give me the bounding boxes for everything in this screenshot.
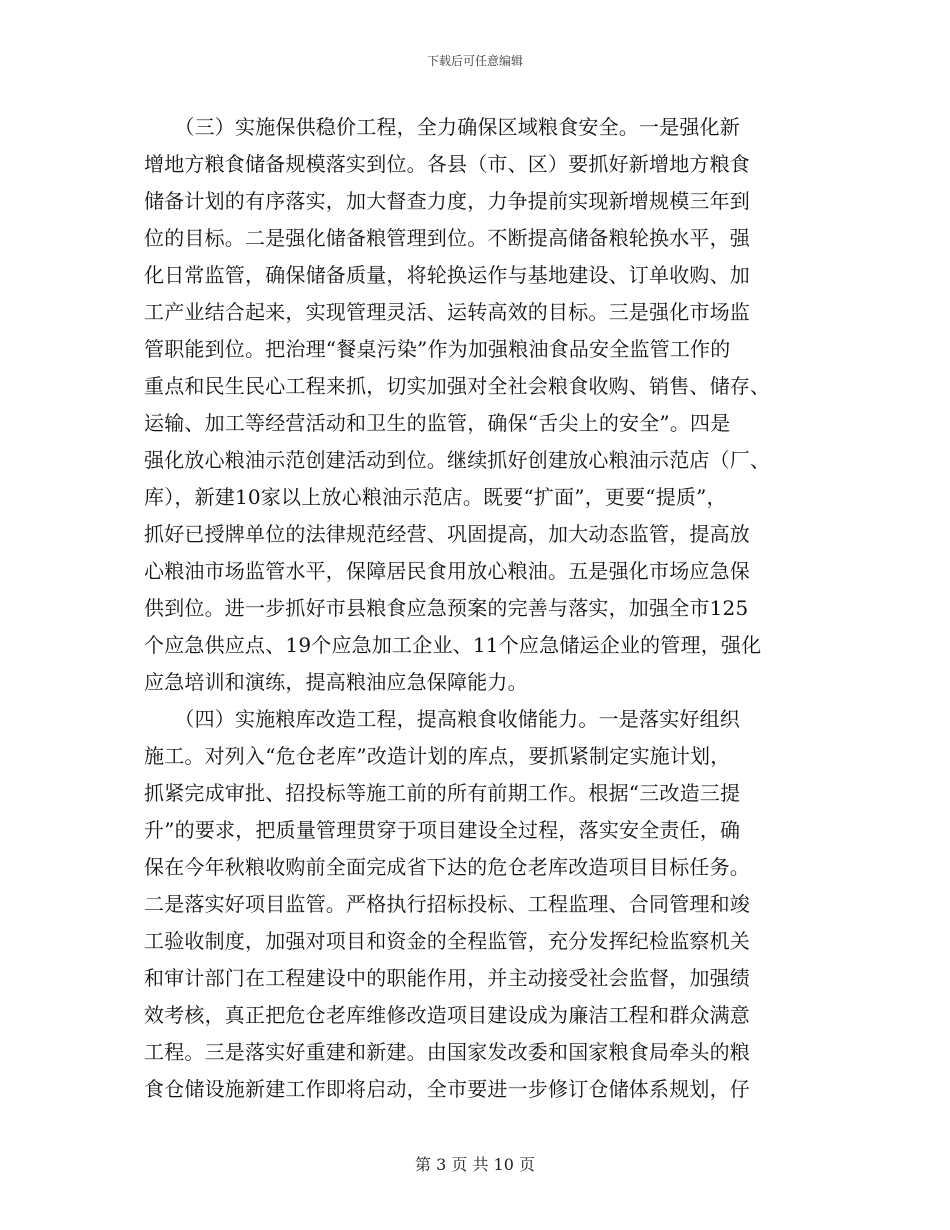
text-line: 储备计划的有序落实，加大督查力度，力争提前实现新增规模三年到 xyxy=(144,189,750,213)
text-line: 和审计部门在工程建设中的职能作用，并主动接受社会监督，加强绩 xyxy=(144,966,750,990)
document-body xyxy=(144,109,794,1108)
text-line: 工产业结合起来，实现管理灵活、运转高效的目标。三是强化市场监 xyxy=(144,300,750,324)
text-line: 供到位。进一步抓好市县粮食应急预案的完善与落实，加强全市125 xyxy=(144,596,749,620)
text-line: 升”的要求，把质量管理贯穿于项目建设全过程，落实安全责任，确 xyxy=(144,818,741,842)
text-line: 强化放心粮油示范创建活动到位。继续抓好创建放心粮油示范店（厂、 xyxy=(144,448,771,472)
text-line: 抓好已授牌单位的法律规范经营、巩固提高，加大动态监管，提高放 xyxy=(144,522,750,546)
text-line: 效考核，真正把危仓老库维修改造项目建设成为廉洁工程和群众满意 xyxy=(144,1003,750,1027)
text-line: 工验收制度，加强对项目和资金的全程监管，充分发挥纪检监察机关 xyxy=(144,929,750,953)
text-line: 二是落实好项目监管。严格执行招标投标、工程监理、合同管理和竣 xyxy=(144,892,750,916)
text-line: 应急培训和演练，提高粮油应急保障能力。 xyxy=(144,670,528,694)
text-line: 位的目标。二是强化储备粮管理到位。不断提高储备粮轮换水平，强 xyxy=(144,226,750,250)
text-line: 化日常监管，确保储备质量，将轮换运作与基地建设、订单收购、加 xyxy=(144,263,750,287)
text-line: 库），新建10家以上放心粮油示范店。既要“扩面”，更要“提质”， xyxy=(144,485,727,509)
text-line: 增地方粮食储备规模落实到位。各县（市、区）要抓好新增地方粮食 xyxy=(144,152,750,176)
text-line: （三）实施保供稳价工程，全力确保区域粮食安全。一是强化新 xyxy=(144,115,740,139)
text-line: 施工。对列入“危仓老库”改造计划的库点，要抓紧制定实施计划， xyxy=(144,744,731,768)
text-line: 工程。三是落实好重建和新建。由国家发改委和国家粮食局牵头的粮 xyxy=(144,1040,750,1064)
page-header: 下载后可任意编辑 xyxy=(426,54,523,68)
text-line: 食仓储设施新建工作即将启动，全市要进一步修订仓储体系规划，仔 xyxy=(144,1077,750,1101)
text-line: 抓紧完成审批、招投标等施工前的所有前期工作。根据“三改造三提 xyxy=(144,781,741,805)
text-line: 保在今年秋粮收购前全面完成省下达的危仓老库改造项目目标任务。 xyxy=(144,855,750,879)
text-line: 重点和民生民心工程来抓，切实加强对全社会粮食收购、销售、储存、 xyxy=(144,374,771,398)
text-line: 个应急供应点、19个应急加工企业、11个应急储运企业的管理，强化 xyxy=(144,633,762,657)
page-footer: 第 3 页 共 10 页 xyxy=(415,1155,535,1174)
text-line: 运输、加工等经营活动和卫生的监管，确保“舌尖上的安全”。四是 xyxy=(144,411,731,435)
text-line: 管职能到位。把治理“餐桌污染”作为加强粮油食品安全监管工作的 xyxy=(144,337,731,361)
text-line: 心粮油市场监管水平，保障居民食用放心粮油。五是强化市场应急保 xyxy=(144,559,750,583)
text-line: （四）实施粮库改造工程，提高粮食收储能力。一是落实好组织 xyxy=(144,707,740,731)
